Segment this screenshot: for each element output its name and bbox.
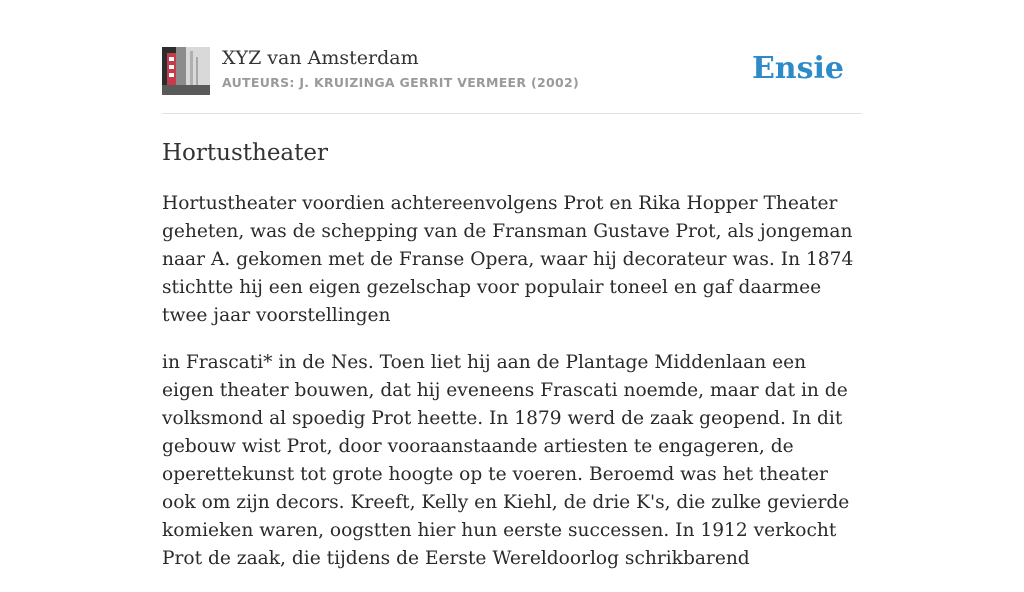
entry-title: Hortustheater xyxy=(162,140,328,166)
source-authors: AUTEURS: J. KRUIZINGA GERRIT VERMEER (2002) xyxy=(222,75,579,90)
ensie-logo[interactable]: Ensie xyxy=(751,51,844,86)
book-cover-image xyxy=(162,47,210,95)
entry-paragraph: in Frascati* in de Nes. Toen liet hij aan de Plantage Middenlaan een eigen theater bouwen, dat hij eveneens Frascati noemde, maar dat in de volksmond al spoedig Prot heette. In 1879 werd de zaak geopend. In dit gebouw wist Prot, door vooraanstaande artiesten te engageren, de operettekunst tot grote hoogte op te voeren. Beroemd was het theater ook om zijn decors. Kreeft, Kelly en Kiehl, de drie K's, die zulke gevierde komieken waren, oogstten hier hun eerste successen. In 1912 verkocht Prot de zaak, die tijdens de Eerste Wereldoorlog schrikbarend xyxy=(162,352,850,569)
entry-page xyxy=(162,0,862,569)
source-avatar[interactable] xyxy=(162,47,210,95)
source-title[interactable]: XYZ van Amsterdam xyxy=(222,47,419,69)
entry-body xyxy=(162,190,862,592)
source-header xyxy=(162,0,862,114)
entry-paragraph: Hortustheater voordien achtereenvolgens Prot en Rika Hopper Theater geheten, was de schepping van de Fransman Gustave Prot, als jongeman naar A. gekomen met de Franse Opera, waar hij decorateur was. In 1874 stichtte hij een eigen gezelschap voor populair toneel en gaf daarmee twee jaar voorstellingen xyxy=(162,193,854,326)
